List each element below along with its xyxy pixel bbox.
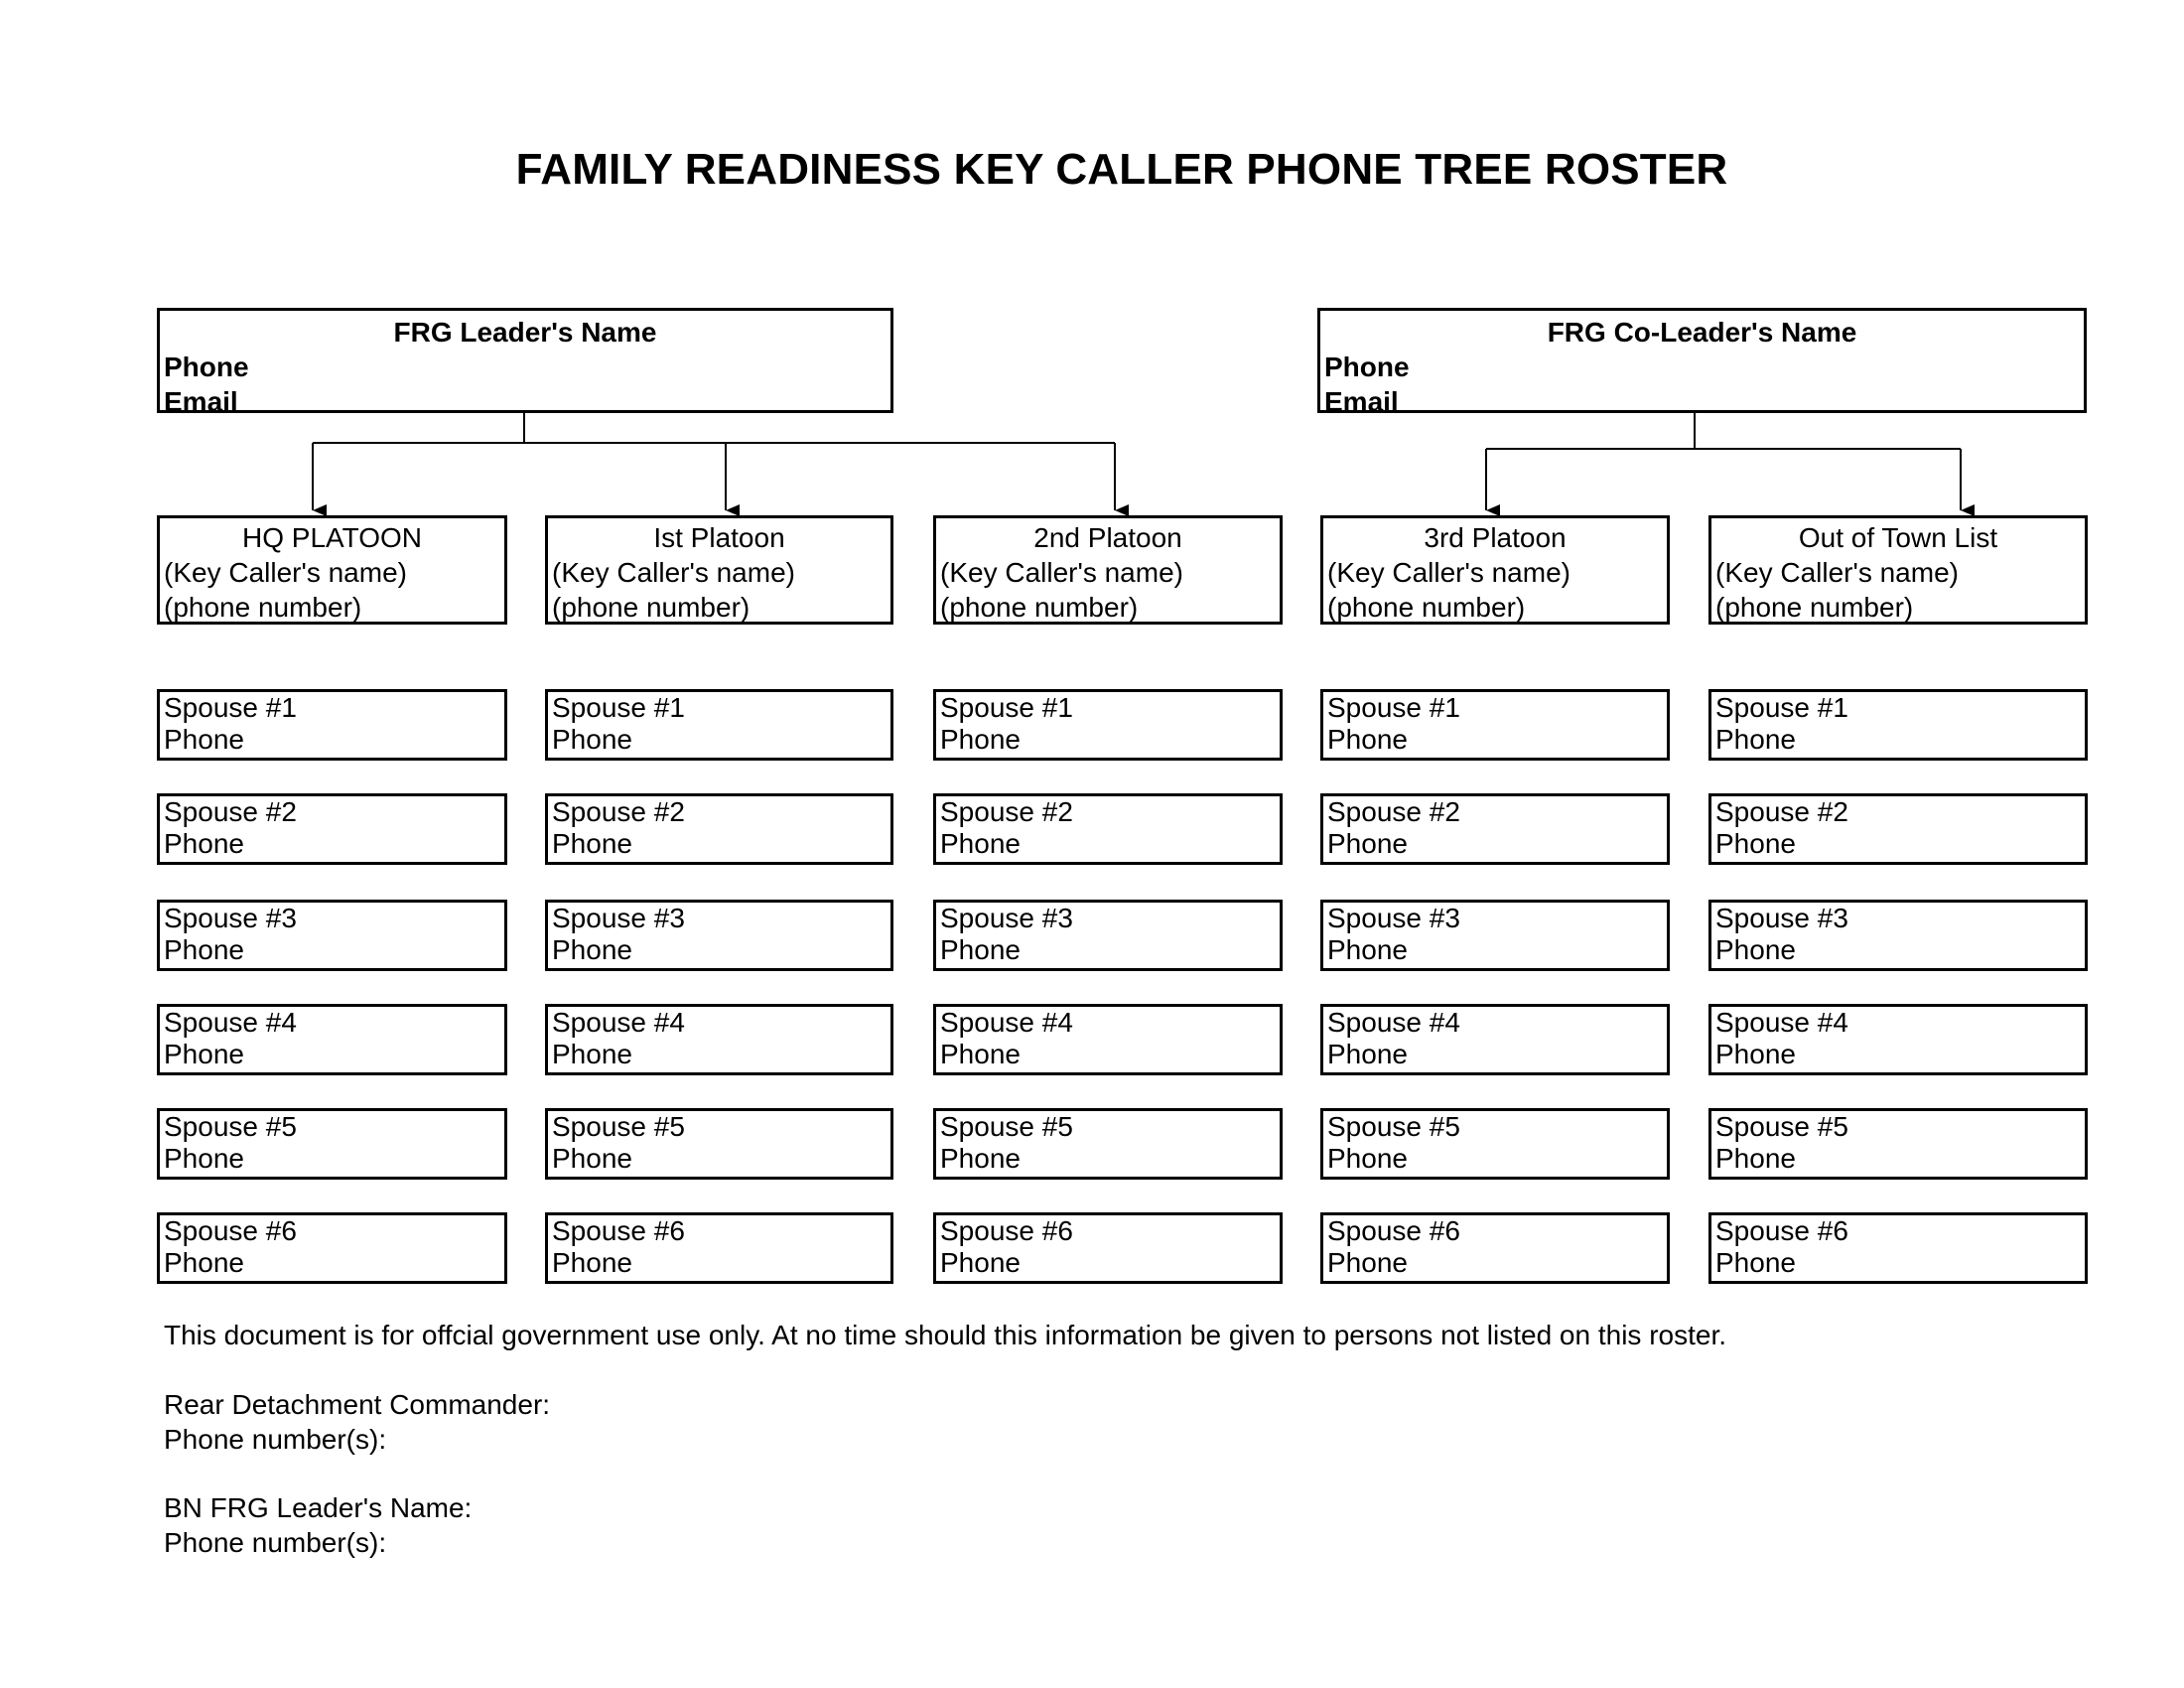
spouse-box-2nd-platoon-2 [933, 793, 1283, 865]
frg-coleader-email-label: Email [1324, 386, 1399, 417]
spouse-phone-label: Phone [1327, 934, 1408, 965]
spouse-label: Spouse #5 [1715, 1111, 1848, 1142]
rear-detachment-phone-label: Phone number(s): [164, 1424, 387, 1455]
spouse-label: Spouse #1 [552, 692, 685, 723]
spouse-label: Spouse #6 [552, 1215, 685, 1246]
spouse-label: Spouse #6 [1715, 1215, 1848, 1246]
spouse-phone-label: Phone [552, 724, 632, 755]
spouse-label: Spouse #3 [552, 903, 685, 933]
spouse-box-ist-platoon-4 [545, 1004, 893, 1075]
spouse-label: Spouse #6 [164, 1215, 297, 1246]
spouse-phone-label: Phone [940, 1247, 1021, 1278]
platoon-box-2nd-platoon [933, 515, 1283, 625]
spouse-box-out-of-town-list-1 [1708, 689, 2088, 761]
frg-leader-phone-label: Phone [164, 352, 249, 382]
platoon-name: 2nd Platoon [1033, 522, 1182, 553]
spouse-phone-label: Phone [1715, 1143, 1796, 1174]
spouse-phone-label: Phone [1715, 828, 1796, 859]
spouse-box-3rd-platoon-4 [1320, 1004, 1670, 1075]
key-caller-phone-label: (phone number) [164, 592, 362, 623]
spouse-phone-label: Phone [1327, 1247, 1408, 1278]
spouse-box-2nd-platoon-3 [933, 900, 1283, 971]
spouse-box-out-of-town-list-5 [1708, 1108, 2088, 1180]
spouse-phone-label: Phone [1327, 1143, 1408, 1174]
spouse-box-out-of-town-list-6 [1708, 1212, 2088, 1284]
spouse-phone-label: Phone [164, 724, 244, 755]
spouse-box-ist-platoon-3 [545, 900, 893, 971]
key-caller-name-label: (Key Caller's name) [552, 557, 795, 588]
spouse-label: Spouse #2 [552, 796, 685, 827]
spouse-label: Spouse #6 [1327, 1215, 1460, 1246]
spouse-box-ist-platoon-6 [545, 1212, 893, 1284]
key-caller-name-label: (Key Caller's name) [940, 557, 1183, 588]
key-caller-phone-label: (phone number) [552, 592, 751, 623]
key-caller-phone-label: (phone number) [1327, 592, 1526, 623]
spouse-phone-label: Phone [940, 934, 1021, 965]
spouse-box-ist-platoon-1 [545, 689, 893, 761]
spouse-label: Spouse #6 [940, 1215, 1073, 1246]
spouse-box-out-of-town-list-4 [1708, 1004, 2088, 1075]
key-caller-phone-label: (phone number) [1715, 592, 1914, 623]
spouse-phone-label: Phone [1715, 1247, 1796, 1278]
frg-leader-title: FRG Leader's Name [393, 317, 657, 348]
spouse-box-2nd-platoon-1 [933, 689, 1283, 761]
platoon-name: 3rd Platoon [1424, 522, 1567, 553]
spouse-phone-label: Phone [940, 1039, 1021, 1069]
spouse-phone-label: Phone [1715, 1039, 1796, 1069]
spouse-label: Spouse #5 [552, 1111, 685, 1142]
spouse-label: Spouse #4 [1327, 1007, 1460, 1038]
spouse-label: Spouse #4 [164, 1007, 297, 1038]
spouse-box-3rd-platoon-6 [1320, 1212, 1670, 1284]
platoon-name: Ist Platoon [653, 522, 785, 553]
spouse-box-2nd-platoon-6 [933, 1212, 1283, 1284]
spouse-phone-label: Phone [164, 1247, 244, 1278]
spouse-box-ist-platoon-2 [545, 793, 893, 865]
spouse-box-hq-platoon-2 [157, 793, 507, 865]
spouse-label: Spouse #3 [164, 903, 297, 933]
bn-frg-leader-label: BN FRG Leader's Name: [164, 1492, 473, 1523]
spouse-label: Spouse #3 [1327, 903, 1460, 933]
spouse-label: Spouse #4 [1715, 1007, 1848, 1038]
spouse-box-3rd-platoon-3 [1320, 900, 1670, 971]
platoon-box-3rd-platoon [1320, 515, 1670, 625]
spouse-box-2nd-platoon-4 [933, 1004, 1283, 1075]
spouse-phone-label: Phone [164, 1039, 244, 1069]
spouse-phone-label: Phone [1327, 1039, 1408, 1069]
spouse-label: Spouse #3 [1715, 903, 1848, 933]
spouse-label: Spouse #1 [940, 692, 1073, 723]
spouse-phone-label: Phone [1327, 828, 1408, 859]
spouse-label: Spouse #2 [940, 796, 1073, 827]
rear-detachment-commander-label: Rear Detachment Commander: [164, 1389, 551, 1420]
disclaimer-text: This document is for offcial government use only. At no time should this information be given to persons not listed on this roster. [164, 1320, 1727, 1350]
spouse-box-3rd-platoon-2 [1320, 793, 1670, 865]
spouse-label: Spouse #2 [164, 796, 297, 827]
spouse-phone-label: Phone [940, 1143, 1021, 1174]
spouse-label: Spouse #2 [1327, 796, 1460, 827]
spouse-phone-label: Phone [164, 1143, 244, 1174]
spouse-label: Spouse #4 [552, 1007, 685, 1038]
bn-frg-leader-phone-label: Phone number(s): [164, 1527, 387, 1558]
spouse-phone-label: Phone [552, 828, 632, 859]
platoon-box-out-of-town-list [1708, 515, 2088, 625]
spouse-phone-label: Phone [164, 828, 244, 859]
spouse-phone-label: Phone [552, 934, 632, 965]
key-caller-name-label: (Key Caller's name) [1327, 557, 1570, 588]
spouse-phone-label: Phone [1715, 724, 1796, 755]
spouse-box-3rd-platoon-1 [1320, 689, 1670, 761]
spouse-phone-label: Phone [164, 934, 244, 965]
spouse-box-3rd-platoon-5 [1320, 1108, 1670, 1180]
spouse-phone-label: Phone [552, 1039, 632, 1069]
spouse-box-out-of-town-list-2 [1708, 793, 2088, 865]
spouse-label: Spouse #3 [940, 903, 1073, 933]
frg-leader-email-label: Email [164, 386, 238, 417]
spouse-label: Spouse #5 [1327, 1111, 1460, 1142]
key-caller-phone-label: (phone number) [940, 592, 1139, 623]
spouse-label: Spouse #1 [1327, 692, 1460, 723]
spouse-label: Spouse #4 [940, 1007, 1073, 1038]
page-title: FAMILY READINESS KEY CALLER PHONE TREE ROSTER [515, 145, 1728, 194]
spouse-box-hq-platoon-6 [157, 1212, 507, 1284]
spouse-label: Spouse #5 [940, 1111, 1073, 1142]
spouse-label: Spouse #5 [164, 1111, 297, 1142]
spouse-box-out-of-town-list-3 [1708, 900, 2088, 971]
spouse-box-2nd-platoon-5 [933, 1108, 1283, 1180]
spouse-phone-label: Phone [940, 724, 1021, 755]
spouse-box-hq-platoon-3 [157, 900, 507, 971]
spouse-label: Spouse #2 [1715, 796, 1848, 827]
key-caller-name-label: (Key Caller's name) [164, 557, 407, 588]
spouse-box-hq-platoon-1 [157, 689, 507, 761]
key-caller-name-label: (Key Caller's name) [1715, 557, 1959, 588]
spouse-box-ist-platoon-5 [545, 1108, 893, 1180]
frg-coleader-title: FRG Co-Leader's Name [1547, 317, 1857, 348]
platoon-name: Out of Town List [1798, 522, 1998, 553]
frg-coleader-phone-label: Phone [1324, 352, 1410, 382]
platoon-name: HQ PLATOON [241, 522, 422, 553]
spouse-phone-label: Phone [1715, 934, 1796, 965]
spouse-phone-label: Phone [940, 828, 1021, 859]
spouse-label: Spouse #1 [1715, 692, 1848, 723]
spouse-phone-label: Phone [552, 1247, 632, 1278]
spouse-phone-label: Phone [552, 1143, 632, 1174]
platoon-box-hq-platoon [157, 515, 507, 625]
spouse-phone-label: Phone [1327, 724, 1408, 755]
spouse-box-hq-platoon-5 [157, 1108, 507, 1180]
spouse-label: Spouse #1 [164, 692, 297, 723]
spouse-box-hq-platoon-4 [157, 1004, 507, 1075]
platoon-box-ist-platoon [545, 515, 893, 625]
